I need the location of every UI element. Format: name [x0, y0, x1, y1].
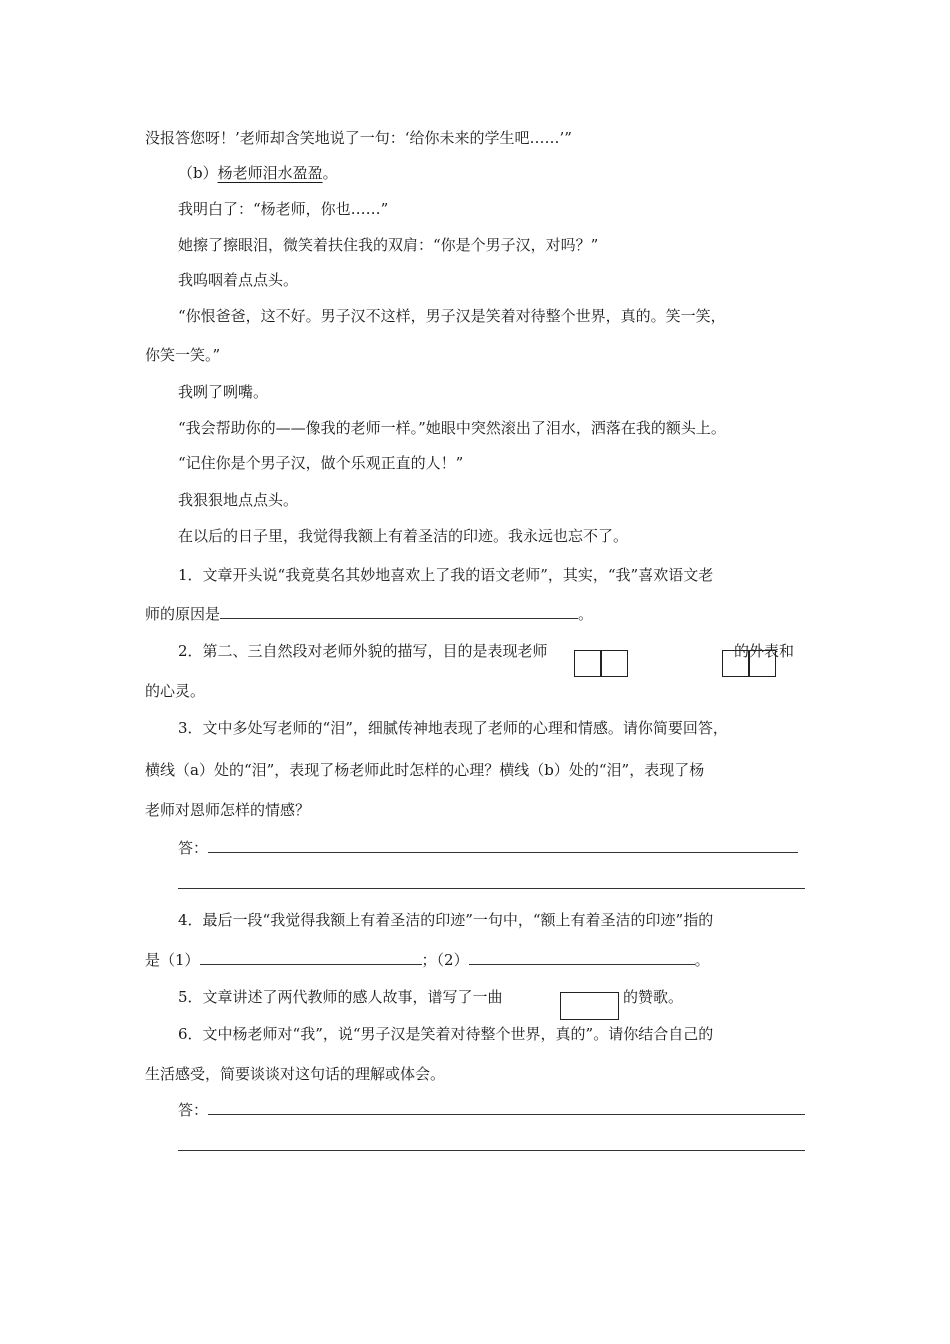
answer-box-q2-2a[interactable]	[722, 650, 749, 677]
passage-line-3: 我明白了：“杨老师，你也……”	[178, 200, 389, 218]
question-1-line-1: 1．文章开头说“我竟莫名其妙地喜欢上了我的语文老师”，其实，“我”喜欢语文老	[178, 566, 714, 584]
underlined-phrase-b: 杨老师泪水盈盈	[217, 164, 323, 182]
question-3-line-1: 3．文中多处写老师的“泪”，细腻传神地表现了老师的心理和情感。请你简要回答，	[178, 719, 728, 737]
question-5-line-1: 5．文章讲述了两代教师的感人故事，谱写了一曲	[178, 988, 503, 1006]
question-4-line-1: 4．最后一段“我觉得我额上有着圣洁的印迹”一句中，“额上有着圣洁的印迹”指的	[178, 911, 714, 929]
answer-box-q2-1b[interactable]	[601, 650, 628, 677]
marker-b: （b）	[178, 164, 218, 182]
answer-line-q6-1[interactable]	[208, 1114, 805, 1115]
answer-box-q2-2b[interactable]	[749, 650, 776, 677]
question-2-line-1-tail: 的外表和	[734, 642, 795, 660]
passage-line-5: 我呜咽着点点头。	[178, 271, 299, 289]
question-5-line-1-tail: 的赞歌。	[623, 988, 684, 1006]
passage-line-9: “我会帮助你的——像我的老师一样。”她眼中突然滚出了泪水，洒落在我的额头上。	[178, 419, 726, 437]
answer-blank-q1[interactable]	[220, 604, 578, 619]
question-3-answer-label: 答：	[178, 839, 209, 857]
question-3-line-3: 老师对恩师怎样的情感？	[145, 801, 311, 819]
passage-line-4: 她擦了擦眼泪，微笑着扶住我的双肩：“你是个男子汉，对吗？”	[178, 236, 599, 254]
answer-line-q6-2[interactable]	[178, 1150, 805, 1151]
answer-line-q3-2[interactable]	[178, 888, 805, 889]
passage-line-12: 在以后的日子里，我觉得我额上有着圣洁的印迹。我永远也忘不了。	[178, 527, 629, 545]
passage-line-2: （b）杨老师泪水盈盈。	[178, 164, 338, 182]
question-3-line-2: 横线（a）处的“泪”，表现了杨老师此时怎样的心理？横线（b）处的“泪”，表现了杨	[145, 761, 705, 779]
question-2-line-1: 2．第二、三自然段对老师外貌的描写，目的是表现老师	[178, 642, 548, 660]
question-2-line-2: 的心灵。	[145, 682, 206, 700]
question-6-line-1: 6．文中杨老师对“我”，说“男子汉是笑着对待整个世界，真的”。请你结合自己的	[178, 1025, 714, 1043]
answer-box-q2-1a[interactable]	[574, 650, 601, 677]
answer-line-q3-1[interactable]	[208, 852, 798, 853]
passage-line-8: 我咧了咧嘴。	[178, 383, 269, 401]
passage-line-6: “你恨爸爸，这不好。男子汉不这样，男子汉是笑着对待整个世界，真的。笑一笑，	[178, 307, 726, 325]
answer-box-q5[interactable]	[560, 992, 619, 1020]
question-6-answer-label: 答：	[178, 1101, 209, 1119]
passage-line-11: 我狠狠地点点头。	[178, 491, 299, 509]
passage-line-7: 你笑一笑。”	[145, 346, 221, 364]
question-4-line-2: 是（1） ；（2） 。	[145, 951, 710, 969]
passage-line-10: “记住你是个男子汉，做个乐观正直的人！”	[178, 454, 464, 472]
answer-blank-q4-2[interactable]	[469, 950, 695, 965]
question-1-line-2: 师的原因是 。	[145, 605, 594, 623]
question-6-line-2: 生活感受，简要谈谈对这句话的理解或体会。	[145, 1065, 446, 1083]
answer-blank-q4-1[interactable]	[200, 950, 422, 965]
passage-line-1: 没报答您呀！’老师却含笑地说了一句：‘给你未来的学生吧……’”	[145, 129, 572, 147]
